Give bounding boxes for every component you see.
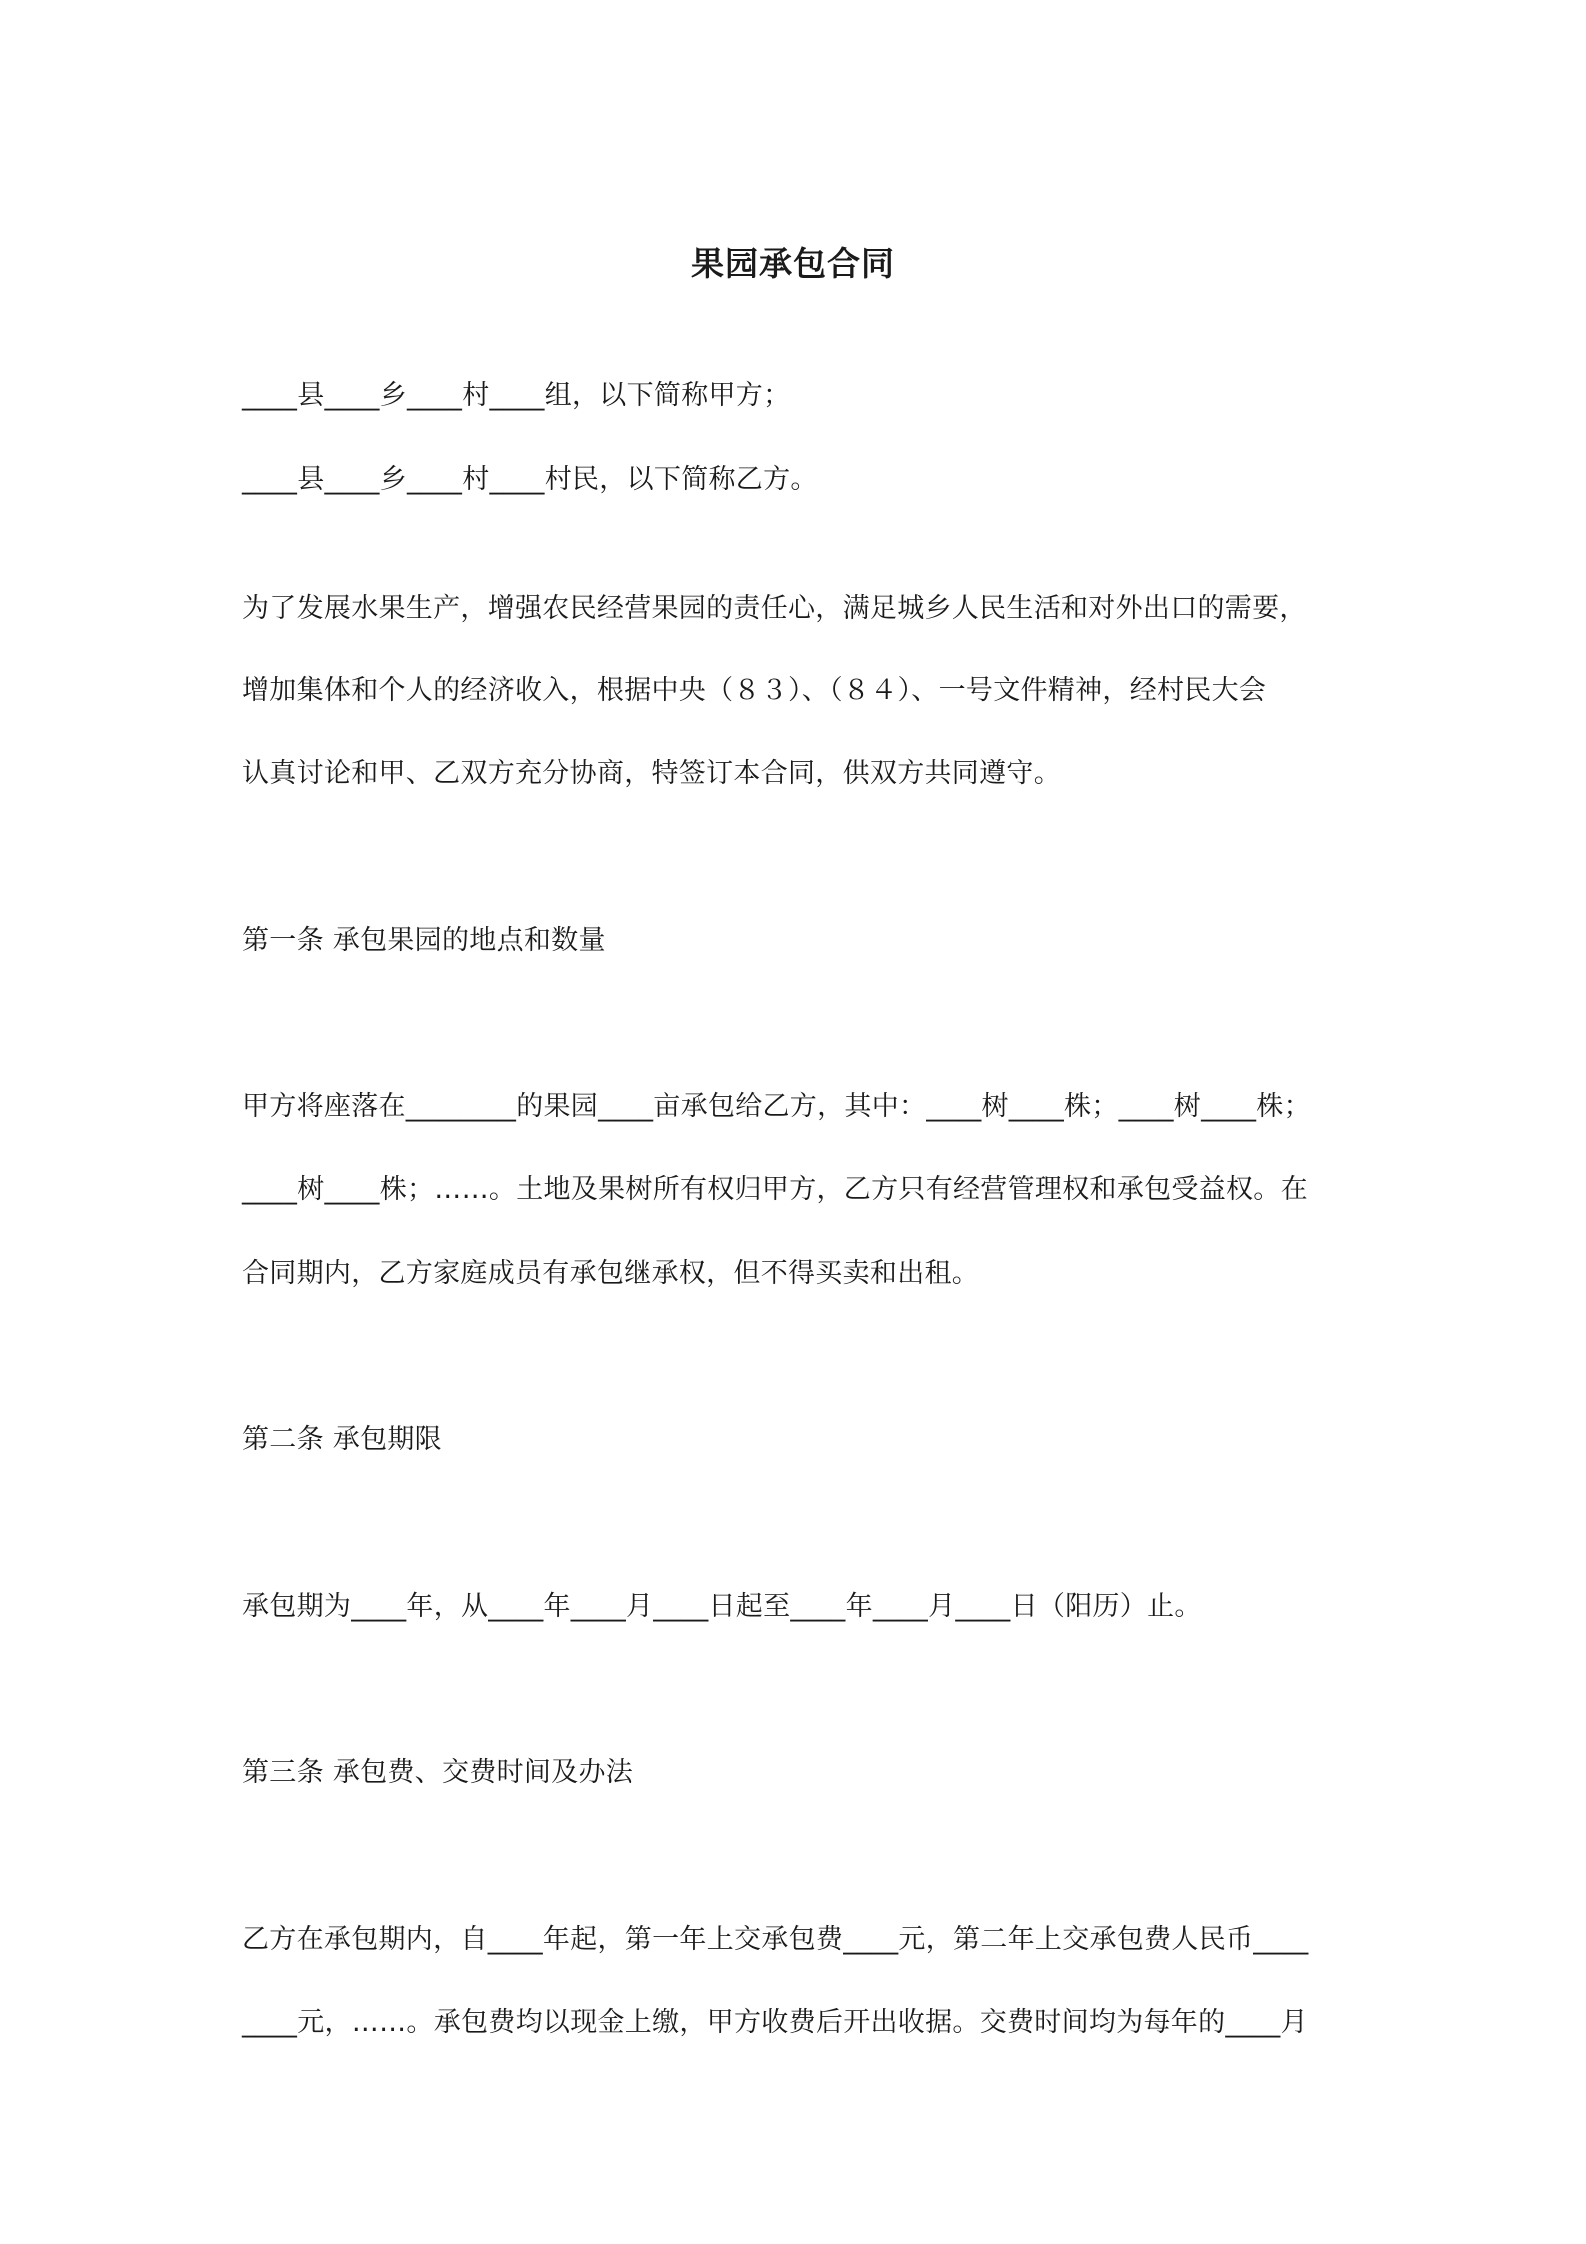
preamble-line-2: 增加集体和个人的经济收入，根据中央（８３）、（８４）、一号文件精神，经村民大会 [242,675,1267,706]
party-b-line: ____县____乡____村____村民，以下简称乙方。 [242,464,818,495]
article-1-line-3: 合同期内，乙方家庭成员有承包继承权，但不得买卖和出租。 [242,1258,980,1289]
article-1-line-2: ____树____株；……。土地及果树所有权归甲方，乙方只有经营管理权和承包受益权。在 [242,1174,1308,1205]
article-1-heading: 第一条 承包果园的地点和数量 [242,925,606,956]
document-title: 果园承包合同 [691,244,895,283]
preamble-line-3: 认真讨论和甲、乙双方充分协商，特签订本合同，供双方共同遵守。 [242,758,1061,789]
article-3-line-1: 乙方在承包期内，自____年起，第一年上交承包费____元，第二年上交承包费人民币____ [242,1924,1309,1955]
preamble-line-1: 为了发展水果生产，增强农民经营果园的责任心，满足城乡人民生活和对外出口的需要， [242,593,1307,624]
article-3-line-2: ____元，……。承包费均以现金上缴，甲方收费后开出收据。交费时间均为每年的____月 [242,2007,1308,2038]
article-1-line-1: 甲方将座落在________的果园____亩承包给乙方，其中：____树____株；____树____株； [242,1091,1311,1122]
article-2-line-1: 承包期为____年，从____年____月____日起至____年____月____日（阳历）止。 [242,1591,1202,1622]
article-3-heading: 第三条 承包费、交费时间及办法 [242,1757,634,1788]
party-a-line: ____县____乡____村____组，以下简称甲方； [242,380,791,411]
article-2-heading: 第二条 承包期限 [242,1424,442,1455]
